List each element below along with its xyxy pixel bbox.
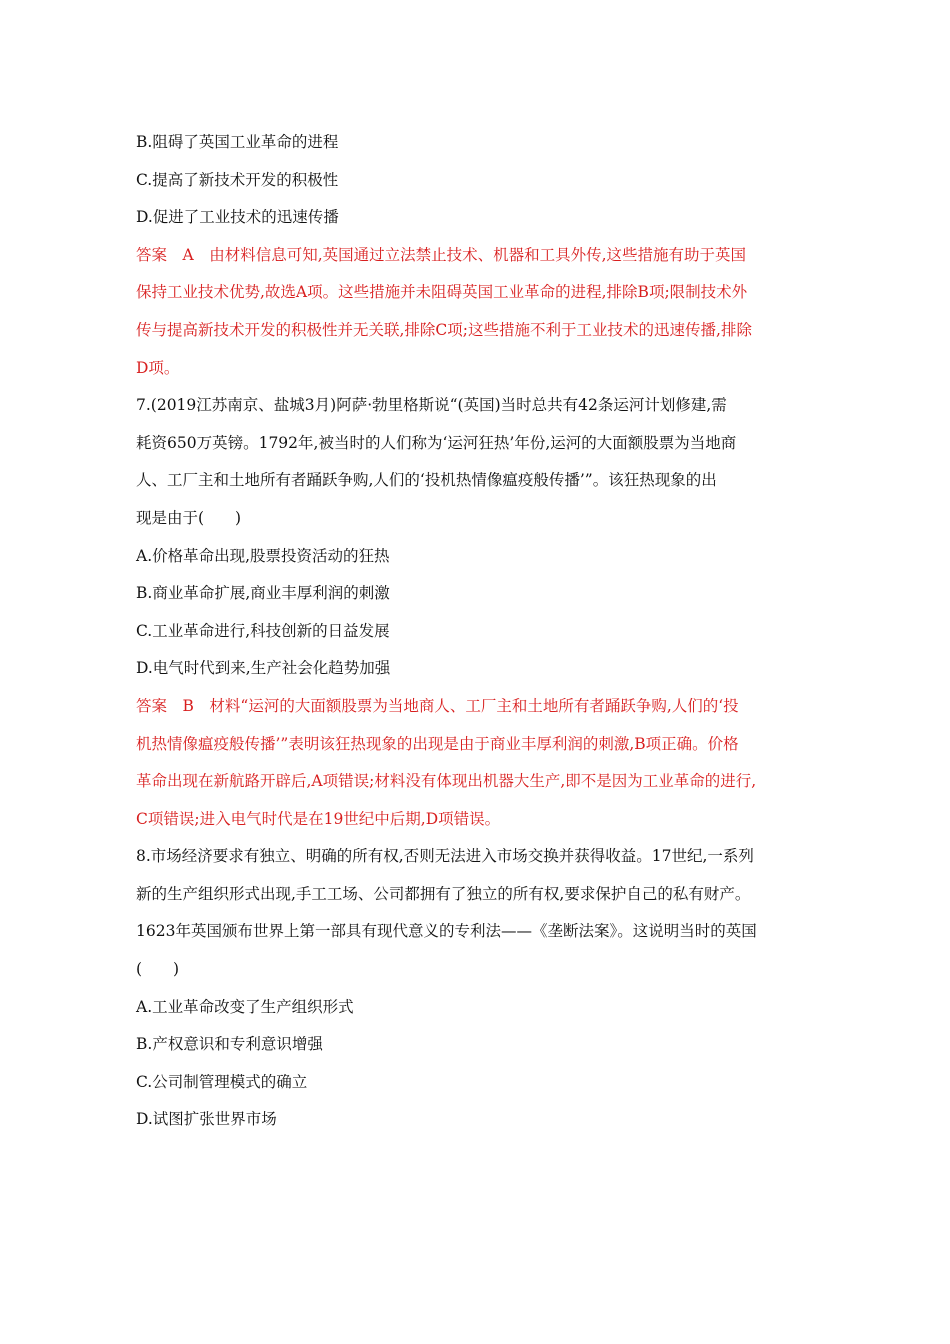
q6-answer-line: 传与提高新技术开发的积极性并无关联,排除C项;这些措施不利于工业技术的迅速传播,排除: [136, 320, 752, 339]
q6-option-c: C.提高了新技术开发的积极性: [136, 170, 339, 189]
q8-stem-line: 8.市场经济要求有独立、明确的所有权,否则无法进入市场交换并获得收益。17世纪,一系列: [136, 847, 754, 866]
q7-answer-line: 革命出现在新航路开辟后,A项错误;材料没有体现出机器大生产,即不是因为工业革命的进行,: [136, 772, 757, 791]
q6-option-b: B.阻碍了英国工业革命的进程: [136, 133, 339, 151]
q8-stem-line: 新的生产组织形式出现,手工工场、公司都拥有了独立的所有权,要求保护自己的私有财产。: [136, 884, 751, 903]
document-page: [136, 124, 816, 1139]
q6-options: [136, 124, 816, 237]
q7-stem-line: 现是由于( ): [136, 508, 242, 527]
q7-stem-line: 7.(2019江苏南京、盐城3月)阿萨·勃里格斯说“(英国)当时总共有42条运河计划修建,需: [136, 396, 727, 415]
q7-answer: [136, 688, 816, 838]
q7-option-d: D.电气时代到来,生产社会化趋势加强: [136, 659, 391, 678]
q7-stem: [136, 387, 816, 537]
q8-options: [136, 989, 816, 1139]
q6-option-d: D.促进了工业技术的迅速传播: [136, 208, 339, 227]
q6-answer: [136, 237, 816, 387]
q6-answer-line: 答案 A 由材料信息可知,英国通过立法禁止技术、机器和工具外传,这些措施有助于英国: [136, 245, 747, 264]
q7-stem-line: 人、工厂主和土地所有者踊跃争购,人们的‘投机热情像瘟疫般传播’”。该狂热现象的出: [136, 471, 717, 490]
q8-option-c: C.公司制管理模式的确立: [136, 1072, 308, 1091]
q7-option-c: C.工业革命进行,科技创新的日益发展: [136, 621, 390, 640]
q7-option-b: B.商业革命扩展,商业丰厚利润的刺激: [136, 584, 390, 603]
q8-option-b: B.产权意识和专利意识增强: [136, 1035, 323, 1054]
q7-answer-line: 答案 B 材料“运河的大面额股票为当地商人、工厂主和土地所有者踊跃争购,人们的‘投: [136, 696, 739, 715]
q8-stem-line: ( ): [136, 960, 180, 979]
q8-option-a: A.工业革命改变了生产组织形式: [136, 997, 354, 1016]
q7-option-a: A.价格革命出现,股票投资活动的狂热: [136, 546, 390, 565]
q6-answer-line: 保持工业技术优势,故选A项。这些措施并未阻碍英国工业革命的进程,排除B项;限制技术外: [136, 283, 748, 302]
q7-answer-line: 机热情像瘟疫般传播’”表明该狂热现象的出现是由于商业丰厚利润的刺激,B项正确。价格: [136, 734, 739, 753]
q7-stem-line: 耗资650万英镑。1792年,被当时的人们称为‘运河狂热’年份,运河的大面额股票为当地商: [136, 433, 737, 452]
q7-options: [136, 538, 816, 688]
q6-answer-line: D项。: [136, 358, 180, 377]
q8-stem-line: 1623年英国颁布世界上第一部具有现代意义的专利法——《垄断法案》。这说明当时的英国: [136, 922, 757, 941]
q8-stem: [136, 838, 816, 988]
q7-answer-line: C项错误;进入电气时代是在19世纪中后期,D项错误。: [136, 809, 501, 828]
q8-option-d: D.试图扩张世界市场: [136, 1110, 277, 1129]
